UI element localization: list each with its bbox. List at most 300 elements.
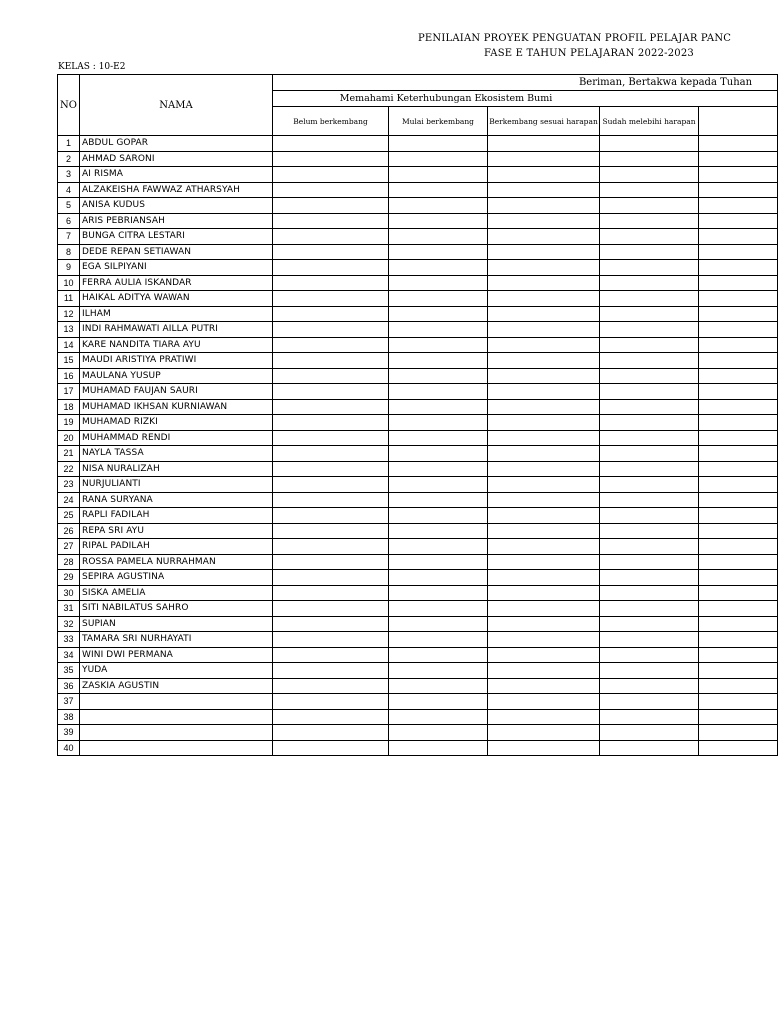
- student-name: NISA NURALIZAH: [80, 461, 273, 477]
- table-row: [58, 647, 778, 663]
- score-cell[interactable]: [273, 182, 389, 198]
- score-cell[interactable]: [600, 492, 699, 508]
- row-number: 2: [58, 151, 80, 167]
- score-cell[interactable]: [600, 384, 699, 400]
- score-cell[interactable]: [273, 539, 389, 555]
- score-cell[interactable]: [488, 725, 600, 741]
- score-cell[interactable]: [600, 322, 699, 338]
- score-cell[interactable]: [699, 477, 778, 493]
- score-cell[interactable]: [699, 492, 778, 508]
- score-cell[interactable]: [389, 570, 488, 586]
- score-cell[interactable]: [488, 291, 600, 307]
- score-cell[interactable]: [488, 694, 600, 710]
- score-cell[interactable]: [699, 291, 778, 307]
- assessment-table: [57, 74, 778, 756]
- score-cell[interactable]: [389, 508, 488, 524]
- score-cell[interactable]: [488, 322, 600, 338]
- header-level-extra: [699, 107, 778, 136]
- student-name: TAMARA SRI NURHAYATI: [80, 632, 273, 648]
- table-row: [58, 167, 778, 183]
- score-cell[interactable]: [273, 446, 389, 462]
- score-cell[interactable]: [699, 415, 778, 431]
- table-row: [58, 461, 778, 477]
- score-cell[interactable]: [600, 182, 699, 198]
- score-cell[interactable]: [600, 275, 699, 291]
- score-cell[interactable]: [699, 260, 778, 276]
- score-cell[interactable]: [273, 151, 389, 167]
- row-number: 1: [58, 136, 80, 152]
- score-cell[interactable]: [488, 198, 600, 214]
- score-cell[interactable]: [488, 647, 600, 663]
- score-cell[interactable]: [273, 275, 389, 291]
- student-name: MUHAMMAD RENDI: [80, 430, 273, 446]
- table-row: [58, 632, 778, 648]
- score-cell[interactable]: [600, 539, 699, 555]
- score-cell[interactable]: [699, 709, 778, 725]
- score-cell[interactable]: [273, 167, 389, 183]
- student-name: DEDE REPAN SETIAWAN: [80, 244, 273, 260]
- score-cell[interactable]: [389, 585, 488, 601]
- class-label: KELAS : 10-E2: [58, 62, 126, 72]
- score-cell[interactable]: [699, 337, 778, 353]
- student-name: [80, 740, 273, 756]
- table-row: [58, 399, 778, 415]
- score-cell[interactable]: [488, 709, 600, 725]
- score-cell[interactable]: [488, 260, 600, 276]
- score-cell[interactable]: [488, 136, 600, 152]
- table-row: [58, 430, 778, 446]
- score-cell[interactable]: [600, 229, 699, 245]
- score-cell[interactable]: [273, 554, 389, 570]
- score-cell[interactable]: [699, 601, 778, 617]
- row-number: 11: [58, 291, 80, 307]
- score-cell[interactable]: [389, 616, 488, 632]
- score-cell[interactable]: [389, 554, 488, 570]
- score-cell[interactable]: [600, 353, 699, 369]
- row-number: 33: [58, 632, 80, 648]
- table-row: [58, 477, 778, 493]
- score-cell[interactable]: [273, 260, 389, 276]
- student-name: MUHAMAD IKHSAN KURNIAWAN: [80, 399, 273, 415]
- score-cell[interactable]: [389, 523, 488, 539]
- student-name: KARE NANDITA TIARA AYU: [80, 337, 273, 353]
- score-cell[interactable]: [600, 399, 699, 415]
- score-cell[interactable]: [699, 275, 778, 291]
- score-cell[interactable]: [273, 384, 389, 400]
- score-cell[interactable]: [273, 337, 389, 353]
- student-name: SISKA AMELIA: [80, 585, 273, 601]
- row-number: 23: [58, 477, 80, 493]
- score-cell[interactable]: [273, 523, 389, 539]
- score-cell[interactable]: [389, 291, 488, 307]
- row-number: 22: [58, 461, 80, 477]
- student-name: [80, 725, 273, 741]
- score-cell[interactable]: [273, 291, 389, 307]
- score-cell[interactable]: [699, 306, 778, 322]
- score-cell[interactable]: [600, 663, 699, 679]
- table-row: [58, 709, 778, 725]
- score-cell[interactable]: [488, 539, 600, 555]
- score-cell[interactable]: [488, 461, 600, 477]
- score-cell[interactable]: [389, 399, 488, 415]
- score-cell[interactable]: [488, 601, 600, 617]
- score-cell[interactable]: [600, 616, 699, 632]
- table-row: [58, 368, 778, 384]
- score-cell[interactable]: [699, 244, 778, 260]
- score-cell[interactable]: [699, 136, 778, 152]
- score-cell[interactable]: [488, 229, 600, 245]
- score-cell[interactable]: [699, 368, 778, 384]
- score-cell[interactable]: [389, 368, 488, 384]
- score-cell[interactable]: [600, 601, 699, 617]
- row-number: 13: [58, 322, 80, 338]
- score-cell[interactable]: [488, 554, 600, 570]
- score-cell[interactable]: [389, 461, 488, 477]
- row-number: 12: [58, 306, 80, 322]
- row-number: 21: [58, 446, 80, 462]
- score-cell[interactable]: [600, 213, 699, 229]
- score-cell[interactable]: [600, 740, 699, 756]
- score-cell[interactable]: [389, 601, 488, 617]
- score-cell[interactable]: [699, 229, 778, 245]
- score-cell[interactable]: [273, 570, 389, 586]
- score-cell[interactable]: [600, 570, 699, 586]
- score-cell[interactable]: [699, 446, 778, 462]
- score-cell[interactable]: [273, 663, 389, 679]
- score-cell[interactable]: [600, 585, 699, 601]
- student-name: MAUDI ARISTIYA PRATIWI: [80, 353, 273, 369]
- score-cell[interactable]: [600, 306, 699, 322]
- table-row: [58, 725, 778, 741]
- score-cell[interactable]: [273, 585, 389, 601]
- score-cell[interactable]: [699, 353, 778, 369]
- score-cell[interactable]: [488, 384, 600, 400]
- score-cell[interactable]: [273, 601, 389, 617]
- student-name: HAIKAL ADITYA WAWAN: [80, 291, 273, 307]
- score-cell[interactable]: [389, 151, 488, 167]
- table-row: [58, 492, 778, 508]
- student-name: [80, 694, 273, 710]
- row-number: 24: [58, 492, 80, 508]
- score-cell[interactable]: [600, 136, 699, 152]
- score-cell[interactable]: [389, 663, 488, 679]
- table-row: [58, 151, 778, 167]
- score-cell[interactable]: [273, 492, 389, 508]
- student-name: RIPAL PADILAH: [80, 539, 273, 555]
- score-cell[interactable]: [488, 477, 600, 493]
- score-cell[interactable]: [699, 570, 778, 586]
- score-cell[interactable]: [389, 725, 488, 741]
- row-number: 17: [58, 384, 80, 400]
- score-cell[interactable]: [699, 554, 778, 570]
- score-cell[interactable]: [273, 213, 389, 229]
- score-cell[interactable]: [273, 740, 389, 756]
- row-number: 38: [58, 709, 80, 725]
- row-number: 20: [58, 430, 80, 446]
- score-cell[interactable]: [273, 353, 389, 369]
- score-cell[interactable]: [600, 647, 699, 663]
- score-cell[interactable]: [488, 182, 600, 198]
- table-row: [58, 322, 778, 338]
- score-cell[interactable]: [699, 182, 778, 198]
- score-cell[interactable]: [600, 368, 699, 384]
- score-cell[interactable]: [600, 461, 699, 477]
- score-cell[interactable]: [389, 430, 488, 446]
- student-name: AHMAD SARONI: [80, 151, 273, 167]
- score-cell[interactable]: [699, 647, 778, 663]
- row-number: 7: [58, 229, 80, 245]
- score-cell[interactable]: [600, 477, 699, 493]
- score-cell[interactable]: [600, 415, 699, 431]
- score-cell[interactable]: [273, 244, 389, 260]
- student-name: YUDA: [80, 663, 273, 679]
- score-cell[interactable]: [488, 678, 600, 694]
- score-cell[interactable]: [273, 725, 389, 741]
- score-cell[interactable]: [389, 694, 488, 710]
- page-title: PENILAIAN PROYEK PENGUATAN PROFIL PELAJAR PANC: [418, 33, 732, 44]
- score-cell[interactable]: [389, 740, 488, 756]
- score-cell[interactable]: [488, 740, 600, 756]
- score-cell[interactable]: [488, 306, 600, 322]
- score-cell[interactable]: [488, 523, 600, 539]
- score-cell[interactable]: [488, 275, 600, 291]
- score-cell[interactable]: [699, 151, 778, 167]
- score-cell[interactable]: [389, 384, 488, 400]
- score-cell[interactable]: [488, 508, 600, 524]
- score-cell[interactable]: [699, 725, 778, 741]
- score-cell[interactable]: [699, 508, 778, 524]
- row-number: 37: [58, 694, 80, 710]
- score-cell[interactable]: [488, 430, 600, 446]
- header-element: Memahami Keterhubungan Ekosistem Bumi: [273, 91, 778, 107]
- student-name: EGA SILPIYANI: [80, 260, 273, 276]
- score-cell[interactable]: [273, 461, 389, 477]
- score-cell[interactable]: [389, 244, 488, 260]
- score-cell[interactable]: [600, 430, 699, 446]
- score-cell[interactable]: [600, 523, 699, 539]
- score-cell[interactable]: [389, 260, 488, 276]
- score-cell[interactable]: [273, 508, 389, 524]
- header-level-sesuai: Berkembang sesuai harapan: [488, 107, 600, 136]
- row-number: 40: [58, 740, 80, 756]
- table-row: [58, 539, 778, 555]
- score-cell[interactable]: [488, 213, 600, 229]
- score-cell[interactable]: [389, 213, 488, 229]
- score-cell[interactable]: [273, 709, 389, 725]
- score-cell[interactable]: [600, 709, 699, 725]
- header-no: NO: [58, 75, 80, 136]
- student-name: RAPLI FADILAH: [80, 508, 273, 524]
- score-cell[interactable]: [699, 632, 778, 648]
- score-cell[interactable]: [488, 616, 600, 632]
- student-name: FERRA AULIA ISKANDAR: [80, 275, 273, 291]
- score-cell[interactable]: [600, 151, 699, 167]
- score-cell[interactable]: [273, 368, 389, 384]
- score-cell[interactable]: [389, 306, 488, 322]
- score-cell[interactable]: [600, 291, 699, 307]
- score-cell[interactable]: [699, 539, 778, 555]
- score-cell[interactable]: [389, 167, 488, 183]
- student-name: ANISA KUDUS: [80, 198, 273, 214]
- student-name: ARIS PEBRIANSAH: [80, 213, 273, 229]
- score-cell[interactable]: [488, 446, 600, 462]
- header-nama: NAMA: [80, 75, 273, 136]
- table-row: [58, 415, 778, 431]
- score-cell[interactable]: [699, 198, 778, 214]
- student-name: ILHAM: [80, 306, 273, 322]
- score-cell[interactable]: [389, 632, 488, 648]
- score-cell[interactable]: [488, 244, 600, 260]
- row-number: 10: [58, 275, 80, 291]
- score-cell[interactable]: [600, 632, 699, 648]
- table-row: [58, 275, 778, 291]
- score-cell[interactable]: [389, 322, 488, 338]
- score-cell[interactable]: [389, 229, 488, 245]
- student-name: NAYLA TASSA: [80, 446, 273, 462]
- score-cell[interactable]: [600, 694, 699, 710]
- row-number: 28: [58, 554, 80, 570]
- score-cell[interactable]: [600, 446, 699, 462]
- score-cell[interactable]: [699, 740, 778, 756]
- score-cell[interactable]: [699, 167, 778, 183]
- page-subtitle: FASE E TAHUN PELAJARAN 2022-2023: [484, 48, 694, 59]
- assessment-table-viewport: [57, 74, 753, 754]
- table-row: [58, 337, 778, 353]
- score-cell[interactable]: [488, 167, 600, 183]
- row-number: 15: [58, 353, 80, 369]
- score-cell[interactable]: [600, 554, 699, 570]
- student-name: MAULANA YUSUP: [80, 368, 273, 384]
- table-row: [58, 570, 778, 586]
- table-row: [58, 523, 778, 539]
- score-cell[interactable]: [699, 213, 778, 229]
- score-cell[interactable]: [600, 167, 699, 183]
- score-cell[interactable]: [389, 353, 488, 369]
- score-cell[interactable]: [699, 585, 778, 601]
- student-name: ZASKIA AGUSTIN: [80, 678, 273, 694]
- score-cell[interactable]: [389, 136, 488, 152]
- score-cell[interactable]: [488, 632, 600, 648]
- table-row: [58, 182, 778, 198]
- score-cell[interactable]: [273, 136, 389, 152]
- score-cell[interactable]: [389, 477, 488, 493]
- score-cell[interactable]: [600, 244, 699, 260]
- score-cell[interactable]: [389, 337, 488, 353]
- row-number: 39: [58, 725, 80, 741]
- score-cell[interactable]: [488, 151, 600, 167]
- score-cell[interactable]: [273, 229, 389, 245]
- table-row: [58, 678, 778, 694]
- student-name: ROSSA PAMELA NURRAHMAN: [80, 554, 273, 570]
- score-cell[interactable]: [488, 585, 600, 601]
- row-number: 34: [58, 647, 80, 663]
- score-cell[interactable]: [488, 337, 600, 353]
- score-cell[interactable]: [273, 616, 389, 632]
- score-cell[interactable]: [699, 399, 778, 415]
- table-row: [58, 136, 778, 152]
- score-cell[interactable]: [273, 647, 389, 663]
- score-cell[interactable]: [389, 492, 488, 508]
- table-row: [58, 694, 778, 710]
- score-cell[interactable]: [699, 322, 778, 338]
- score-cell[interactable]: [273, 678, 389, 694]
- score-cell[interactable]: [273, 477, 389, 493]
- score-cell[interactable]: [600, 337, 699, 353]
- row-number: 31: [58, 601, 80, 617]
- score-cell[interactable]: [389, 539, 488, 555]
- table-row: [58, 291, 778, 307]
- row-number: 14: [58, 337, 80, 353]
- header-level-belum: Belum berkembang: [273, 107, 389, 136]
- score-cell[interactable]: [273, 694, 389, 710]
- score-cell[interactable]: [488, 415, 600, 431]
- score-cell[interactable]: [699, 616, 778, 632]
- row-number: 36: [58, 678, 80, 694]
- score-cell[interactable]: [273, 415, 389, 431]
- student-name: AI RISMA: [80, 167, 273, 183]
- score-cell[interactable]: [699, 384, 778, 400]
- score-cell[interactable]: [389, 647, 488, 663]
- score-cell[interactable]: [273, 322, 389, 338]
- score-cell[interactable]: [273, 430, 389, 446]
- student-name: SEPIRA AGUSTINA: [80, 570, 273, 586]
- score-cell[interactable]: [699, 461, 778, 477]
- row-number: 27: [58, 539, 80, 555]
- row-number: 18: [58, 399, 80, 415]
- score-cell[interactable]: [273, 306, 389, 322]
- score-cell[interactable]: [600, 678, 699, 694]
- row-number: 4: [58, 182, 80, 198]
- score-cell[interactable]: [600, 198, 699, 214]
- table-row: [58, 306, 778, 322]
- score-cell[interactable]: [389, 182, 488, 198]
- score-cell[interactable]: [389, 275, 488, 291]
- score-cell[interactable]: [389, 678, 488, 694]
- row-number: 32: [58, 616, 80, 632]
- score-cell[interactable]: [389, 709, 488, 725]
- row-number: 19: [58, 415, 80, 431]
- score-cell[interactable]: [273, 632, 389, 648]
- score-cell[interactable]: [699, 694, 778, 710]
- row-number: 35: [58, 663, 80, 679]
- score-cell[interactable]: [600, 508, 699, 524]
- table-row: [58, 601, 778, 617]
- score-cell[interactable]: [600, 260, 699, 276]
- table-row: [58, 353, 778, 369]
- score-cell[interactable]: [699, 430, 778, 446]
- score-cell[interactable]: [699, 663, 778, 679]
- student-name: SUPIAN: [80, 616, 273, 632]
- score-cell[interactable]: [273, 198, 389, 214]
- score-cell[interactable]: [699, 678, 778, 694]
- score-cell[interactable]: [488, 399, 600, 415]
- score-cell[interactable]: [699, 523, 778, 539]
- score-cell[interactable]: [488, 353, 600, 369]
- row-number: 6: [58, 213, 80, 229]
- score-cell[interactable]: [600, 725, 699, 741]
- score-cell[interactable]: [488, 663, 600, 679]
- score-cell[interactable]: [488, 570, 600, 586]
- score-cell[interactable]: [389, 415, 488, 431]
- row-number: 9: [58, 260, 80, 276]
- score-cell[interactable]: [488, 492, 600, 508]
- score-cell[interactable]: [389, 446, 488, 462]
- score-cell[interactable]: [273, 399, 389, 415]
- student-name: SITI NABILATUS SAHRO: [80, 601, 273, 617]
- score-cell[interactable]: [488, 368, 600, 384]
- student-name: [80, 709, 273, 725]
- score-cell[interactable]: [389, 198, 488, 214]
